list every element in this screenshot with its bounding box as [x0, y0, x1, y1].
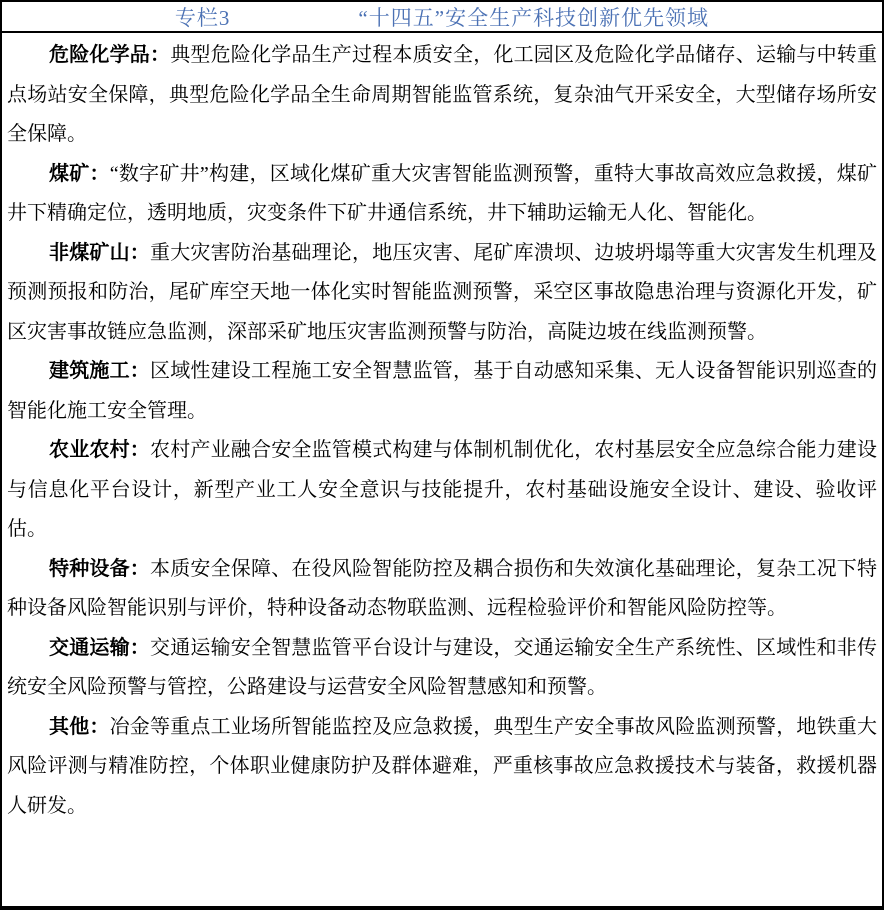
- section-text: 冶金等重点工业场所智能监控及应急救援，典型生产安全事故风险监测预警，地铁重大风险评测与精准防控，个体职业健康防护及群体避难，严重核事故应急救援技术与装备，救援机器人研发。: [7, 715, 878, 817]
- section-special-equipment: [7, 550, 877, 629]
- section-label: 农业农村：: [49, 439, 150, 461]
- section-label: 建筑施工：: [49, 360, 150, 382]
- section-label: 非煤矿山：: [49, 241, 150, 264]
- section-agriculture-rural: [7, 431, 877, 550]
- section-text: 交通运输安全智慧监管平台设计与建设，交通运输安全生产系统性、区域性和非传统安全风险预警与管控，公路建设与运营安全风险智慧感知和预警。: [7, 636, 877, 698]
- section-construction: [7, 352, 877, 431]
- section-label: 煤矿：: [49, 162, 110, 185]
- section-transportation: [7, 629, 877, 708]
- section-text: “数字矿井”构建，区域化煤矿重大灾害智能监测预警，重特大事故高效应急救援，煤矿井下精确定位，透明地质，灾变条件下矿井通信系统，井下辅助运输无人化、智能化。: [7, 162, 877, 224]
- section-label: 特种设备：: [49, 557, 150, 580]
- table-title-bar: [2, 2, 882, 33]
- section-text: 本质安全保障、在役风险智能防控及耦合损伤和失效演化基础理论，复杂工况下特种设备风险智能识别与评价，特种设备动态物联监测、远程检验评价和智能风险防控等。: [7, 557, 877, 619]
- column-number-label: 专栏3: [174, 5, 231, 30]
- section-label: 危险化学品：: [49, 44, 171, 66]
- section-text: 农村产业融合安全监管模式构建与体制机制优化，农村基层安全应急综合能力建设与信息化平台设计，新型产业工人安全意识与技能提升，农村基础设施安全设计、建设、验收评估。: [7, 439, 877, 540]
- table-body-cell: [2, 33, 882, 826]
- section-coal-mines: [7, 155, 877, 234]
- section-text: 区域性建设工程施工安全智慧监管，基于自动感知采集、无人设备智能识别巡查的智能化施工安全管理。: [7, 360, 877, 422]
- section-text: 典型危险化学品生产过程本质安全，化工园区及危险化学品储存、运输与中转重点场站安全保障，典型危险化学品全生命周期智能监管系统，复杂油气开采安全，大型储存场所安全保障。: [7, 44, 878, 145]
- section-others: [7, 708, 877, 827]
- section-hazardous-chemicals: [7, 36, 877, 155]
- column-title-text: “十四五”安全生产科技创新优先领域: [358, 5, 710, 30]
- section-label: 其他：: [49, 715, 110, 738]
- section-label: 交通运输：: [49, 636, 150, 659]
- section-non-coal-mines: [7, 234, 877, 353]
- section-text: 重大灾害防治基础理论，地压灾害、尾矿库溃坝、边坡坍塌等重大灾害发生机理及预测预报和防治，尾矿库空天地一体化实时智能监测预警，采空区事故隐患治理与资源化开发，矿区灾害事故链应急监测，深部采矿地压灾害监测预警与防治，高陡边坡在线监测预警。: [7, 241, 877, 343]
